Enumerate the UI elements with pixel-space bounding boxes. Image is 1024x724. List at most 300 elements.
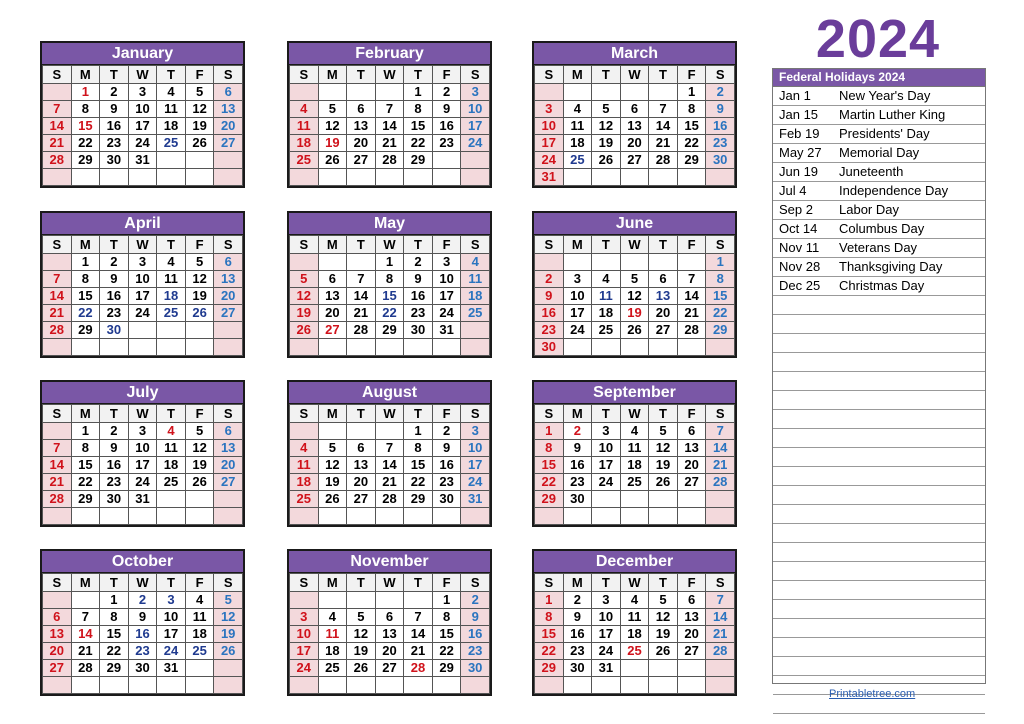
day-cell: 9 <box>432 440 461 457</box>
weekday-label: W <box>375 574 404 592</box>
day-cell: 27 <box>318 322 347 339</box>
day-cell: 2 <box>432 84 461 101</box>
weekday-label: T <box>592 66 621 84</box>
day-cell <box>375 677 404 694</box>
holiday-name: Veterans Day <box>839 240 918 255</box>
day-cell: 8 <box>535 440 564 457</box>
holiday-name <box>839 372 985 390</box>
holiday-name <box>839 657 985 675</box>
day-cell: 7 <box>43 271 72 288</box>
day-cell: 13 <box>214 101 243 118</box>
day-cell <box>128 322 157 339</box>
day-cell: 4 <box>318 609 347 626</box>
day-cell <box>649 508 678 525</box>
day-cell: 7 <box>706 423 735 440</box>
holiday-name <box>839 524 985 542</box>
day-cell: 12 <box>290 288 319 305</box>
holiday-name: Columbus Day <box>839 221 925 236</box>
holiday-row <box>773 315 985 334</box>
day-cell: 13 <box>347 118 376 135</box>
day-cell: 18 <box>318 643 347 660</box>
day-cell <box>157 152 186 169</box>
weekday-label: M <box>563 236 592 254</box>
holiday-date <box>773 467 839 485</box>
day-cell <box>71 677 100 694</box>
day-cell: 7 <box>404 609 433 626</box>
day-cell: 20 <box>347 474 376 491</box>
day-cell: 19 <box>290 305 319 322</box>
day-cell <box>649 169 678 186</box>
day-cell: 30 <box>461 660 490 677</box>
holiday-row <box>773 505 985 524</box>
day-cell <box>461 339 490 356</box>
day-cell <box>592 84 621 101</box>
day-cell <box>563 254 592 271</box>
day-cell: 12 <box>214 609 243 626</box>
day-cell: 29 <box>432 660 461 677</box>
day-cell <box>375 592 404 609</box>
holiday-name <box>839 467 985 485</box>
weekday-label: S <box>43 574 72 592</box>
day-cell: 7 <box>677 271 706 288</box>
day-cell: 5 <box>318 440 347 457</box>
holiday-date <box>773 657 839 675</box>
day-cell <box>620 508 649 525</box>
day-cell <box>404 339 433 356</box>
day-cell <box>535 677 564 694</box>
day-cell: 26 <box>214 643 243 660</box>
holiday-row <box>773 543 985 562</box>
day-cell <box>214 169 243 186</box>
day-cell: 9 <box>706 101 735 118</box>
holiday-date <box>773 372 839 390</box>
day-cell: 30 <box>404 322 433 339</box>
day-cell: 28 <box>677 322 706 339</box>
day-cell: 8 <box>71 440 100 457</box>
day-cell <box>347 254 376 271</box>
day-cell: 15 <box>71 288 100 305</box>
holiday-row <box>773 391 985 410</box>
day-cell: 15 <box>404 118 433 135</box>
day-cell <box>706 508 735 525</box>
day-cell: 16 <box>404 288 433 305</box>
holiday-date <box>773 353 839 371</box>
day-cell: 30 <box>100 322 129 339</box>
day-cell: 26 <box>649 643 678 660</box>
day-cell: 17 <box>290 643 319 660</box>
day-cell: 11 <box>620 609 649 626</box>
day-cell <box>157 169 186 186</box>
day-cell: 6 <box>347 101 376 118</box>
day-cell <box>214 322 243 339</box>
day-cell: 10 <box>290 626 319 643</box>
day-cell: 13 <box>347 457 376 474</box>
weekday-label: F <box>432 574 461 592</box>
day-cell: 19 <box>620 305 649 322</box>
month-november <box>287 549 492 696</box>
day-cell: 9 <box>100 271 129 288</box>
day-cell <box>100 339 129 356</box>
day-cell <box>318 423 347 440</box>
day-cell: 21 <box>677 305 706 322</box>
day-cell: 23 <box>404 305 433 322</box>
day-cell: 7 <box>706 592 735 609</box>
day-cell <box>214 152 243 169</box>
day-cell: 26 <box>620 322 649 339</box>
day-cell: 17 <box>157 626 186 643</box>
day-cell: 25 <box>620 474 649 491</box>
day-cell <box>535 508 564 525</box>
day-cell: 16 <box>100 288 129 305</box>
day-cell: 1 <box>404 84 433 101</box>
day-cell: 9 <box>563 609 592 626</box>
day-cell: 23 <box>706 135 735 152</box>
day-cell: 29 <box>375 322 404 339</box>
day-cell: 30 <box>128 660 157 677</box>
day-cell: 5 <box>649 592 678 609</box>
weekday-label: S <box>535 405 564 423</box>
day-cell: 29 <box>404 152 433 169</box>
day-cell: 4 <box>563 101 592 118</box>
day-cell <box>592 339 621 356</box>
day-cell <box>706 169 735 186</box>
day-cell <box>677 677 706 694</box>
weekday-label: M <box>318 574 347 592</box>
month-name: March <box>534 43 735 65</box>
day-cell: 14 <box>404 626 433 643</box>
day-cell: 3 <box>461 84 490 101</box>
weekday-label: S <box>43 405 72 423</box>
weekday-label: T <box>404 574 433 592</box>
day-cell: 24 <box>157 643 186 660</box>
day-cell <box>592 169 621 186</box>
holiday-date: May 27 <box>779 145 822 160</box>
day-cell: 17 <box>128 288 157 305</box>
day-cell: 8 <box>100 609 129 626</box>
day-cell: 21 <box>375 135 404 152</box>
day-cell: 14 <box>706 609 735 626</box>
day-cell: 25 <box>157 135 186 152</box>
day-cell: 16 <box>563 626 592 643</box>
weekday-label: T <box>592 405 621 423</box>
holiday-name <box>839 581 985 599</box>
day-cell: 26 <box>185 135 214 152</box>
holiday-name <box>839 448 985 466</box>
holiday-name: Labor Day <box>839 202 899 217</box>
day-cell: 12 <box>318 457 347 474</box>
day-cell <box>185 491 214 508</box>
day-cell <box>157 322 186 339</box>
day-cell <box>404 169 433 186</box>
weekday-label: M <box>71 236 100 254</box>
day-cell: 31 <box>592 660 621 677</box>
day-cell: 9 <box>535 288 564 305</box>
day-cell <box>347 677 376 694</box>
day-cell <box>185 152 214 169</box>
day-cell: 7 <box>375 101 404 118</box>
weekday-label: M <box>71 66 100 84</box>
day-cell: 11 <box>592 288 621 305</box>
day-cell: 7 <box>347 271 376 288</box>
holiday-date <box>773 334 839 352</box>
day-cell: 29 <box>706 322 735 339</box>
day-cell <box>404 677 433 694</box>
day-cell: 6 <box>214 254 243 271</box>
day-cell: 4 <box>461 254 490 271</box>
day-cell <box>563 339 592 356</box>
day-cell: 18 <box>185 626 214 643</box>
day-cell: 15 <box>404 457 433 474</box>
day-cell: 11 <box>318 626 347 643</box>
month-february <box>287 41 492 188</box>
day-cell: 10 <box>128 271 157 288</box>
month-name: April <box>42 213 243 235</box>
day-cell: 14 <box>649 118 678 135</box>
day-cell: 27 <box>649 322 678 339</box>
holiday-row <box>773 581 985 600</box>
day-cell <box>347 423 376 440</box>
weekday-label: T <box>649 405 678 423</box>
day-cell: 5 <box>214 592 243 609</box>
day-cell: 19 <box>592 135 621 152</box>
holiday-date <box>773 391 839 409</box>
weekday-label: S <box>214 236 243 254</box>
month-name: August <box>289 382 490 404</box>
day-cell <box>706 677 735 694</box>
day-cell: 28 <box>43 322 72 339</box>
day-cell <box>649 84 678 101</box>
holiday-name <box>839 562 985 580</box>
weekday-label: S <box>706 236 735 254</box>
day-cell <box>318 169 347 186</box>
holiday-row <box>773 296 985 315</box>
day-cell: 14 <box>706 440 735 457</box>
weekday-label: T <box>100 66 129 84</box>
day-cell: 13 <box>214 440 243 457</box>
holiday-row <box>773 163 985 182</box>
weekday-label: W <box>128 236 157 254</box>
day-cell: 4 <box>157 254 186 271</box>
holiday-row <box>773 600 985 619</box>
day-cell <box>157 339 186 356</box>
day-cell <box>592 508 621 525</box>
holiday-row <box>773 334 985 353</box>
day-cell: 1 <box>71 423 100 440</box>
day-cell: 1 <box>535 592 564 609</box>
weekday-label: T <box>347 574 376 592</box>
weekday-label: S <box>461 574 490 592</box>
month-name: October <box>42 551 243 573</box>
day-cell <box>290 592 319 609</box>
weekday-label: S <box>706 405 735 423</box>
day-cell: 18 <box>157 457 186 474</box>
day-cell <box>620 677 649 694</box>
day-cell <box>432 169 461 186</box>
holiday-row <box>773 657 985 676</box>
weekday-label: S <box>535 574 564 592</box>
day-cell: 19 <box>318 135 347 152</box>
day-cell: 9 <box>128 609 157 626</box>
day-cell: 3 <box>432 254 461 271</box>
day-cell: 26 <box>592 152 621 169</box>
day-cell: 31 <box>128 491 157 508</box>
day-cell: 7 <box>649 101 678 118</box>
day-cell: 26 <box>347 660 376 677</box>
day-cell <box>290 169 319 186</box>
day-cell: 14 <box>43 288 72 305</box>
day-cell <box>535 84 564 101</box>
day-cell <box>71 169 100 186</box>
day-cell: 26 <box>649 474 678 491</box>
holiday-name <box>839 391 985 409</box>
day-cell: 23 <box>461 643 490 660</box>
day-cell: 1 <box>677 84 706 101</box>
day-cell: 17 <box>592 457 621 474</box>
holiday-date <box>773 315 839 333</box>
day-cell <box>185 322 214 339</box>
day-cell: 18 <box>592 305 621 322</box>
day-cell: 12 <box>649 609 678 626</box>
day-cell <box>185 677 214 694</box>
day-cell: 16 <box>535 305 564 322</box>
day-cell: 28 <box>71 660 100 677</box>
day-cell <box>214 339 243 356</box>
weekday-label: S <box>214 66 243 84</box>
holiday-date: Jan 1 <box>779 88 811 103</box>
day-cell <box>318 592 347 609</box>
weekday-label: S <box>535 66 564 84</box>
day-cell <box>157 491 186 508</box>
day-cell: 23 <box>563 643 592 660</box>
holiday-date <box>773 296 839 314</box>
day-cell: 22 <box>535 643 564 660</box>
day-cell <box>290 339 319 356</box>
day-cell: 27 <box>620 152 649 169</box>
day-cell: 10 <box>461 101 490 118</box>
day-cell <box>157 508 186 525</box>
holiday-name <box>839 619 985 637</box>
day-cell: 12 <box>185 101 214 118</box>
weekday-label: S <box>461 66 490 84</box>
day-cell <box>677 491 706 508</box>
day-cell: 3 <box>592 423 621 440</box>
weekday-label: S <box>290 236 319 254</box>
weekday-label: W <box>128 405 157 423</box>
day-cell <box>71 592 100 609</box>
day-cell: 13 <box>649 288 678 305</box>
day-cell: 11 <box>157 440 186 457</box>
day-cell <box>461 152 490 169</box>
weekday-label: T <box>649 66 678 84</box>
day-cell: 22 <box>71 135 100 152</box>
day-cell: 14 <box>375 118 404 135</box>
day-cell: 29 <box>535 660 564 677</box>
day-cell <box>347 508 376 525</box>
federal-holidays-panel <box>772 68 986 684</box>
day-cell: 12 <box>592 118 621 135</box>
holiday-date: Dec 25 <box>779 278 821 293</box>
month-january <box>40 41 245 188</box>
day-cell: 27 <box>677 643 706 660</box>
weekday-label: S <box>290 405 319 423</box>
holiday-row <box>773 258 985 277</box>
holiday-name <box>839 505 985 523</box>
holiday-row <box>773 144 985 163</box>
day-cell <box>461 508 490 525</box>
footer-link[interactable]: Printabletree.com <box>829 688 916 700</box>
day-cell: 8 <box>71 101 100 118</box>
day-cell: 9 <box>432 101 461 118</box>
day-cell: 16 <box>432 457 461 474</box>
weekday-label: M <box>563 66 592 84</box>
day-cell <box>43 677 72 694</box>
day-cell: 13 <box>43 626 72 643</box>
weekday-label: W <box>620 405 649 423</box>
holiday-name: Christmas Day <box>839 278 925 293</box>
day-cell: 26 <box>185 305 214 322</box>
month-april <box>40 211 245 358</box>
day-cell: 28 <box>706 643 735 660</box>
holiday-row <box>773 372 985 391</box>
day-cell: 31 <box>432 322 461 339</box>
day-cell: 4 <box>620 423 649 440</box>
day-cell <box>649 339 678 356</box>
day-cell: 26 <box>290 322 319 339</box>
day-cell <box>461 322 490 339</box>
day-cell <box>290 254 319 271</box>
holiday-date: Nov 11 <box>779 240 820 255</box>
month-name: November <box>289 551 490 573</box>
day-cell: 8 <box>677 101 706 118</box>
holidays-list <box>773 87 985 714</box>
weekday-label: T <box>649 236 678 254</box>
day-cell <box>620 84 649 101</box>
day-cell <box>375 423 404 440</box>
day-cell: 19 <box>185 288 214 305</box>
day-cell <box>128 169 157 186</box>
day-cell: 11 <box>461 271 490 288</box>
day-cell: 13 <box>214 271 243 288</box>
day-cell <box>157 677 186 694</box>
day-cell: 3 <box>128 84 157 101</box>
weekday-label: T <box>404 236 433 254</box>
weekday-label: F <box>677 236 706 254</box>
holiday-row <box>773 277 985 296</box>
day-cell <box>290 84 319 101</box>
day-cell: 27 <box>347 491 376 508</box>
day-cell <box>649 660 678 677</box>
day-cell <box>432 339 461 356</box>
day-cell: 25 <box>185 643 214 660</box>
holiday-name <box>839 410 985 428</box>
day-cell: 3 <box>128 254 157 271</box>
holiday-row <box>773 429 985 448</box>
day-cell <box>677 254 706 271</box>
day-cell: 14 <box>677 288 706 305</box>
day-cell: 12 <box>347 626 376 643</box>
weekday-label: F <box>185 574 214 592</box>
holiday-name <box>839 486 985 504</box>
day-cell: 15 <box>71 457 100 474</box>
day-cell <box>43 423 72 440</box>
holiday-row <box>773 619 985 638</box>
day-cell <box>649 254 678 271</box>
day-cell: 4 <box>592 271 621 288</box>
day-cell: 22 <box>375 305 404 322</box>
day-cell: 30 <box>100 491 129 508</box>
day-cell <box>43 508 72 525</box>
day-cell: 30 <box>563 660 592 677</box>
